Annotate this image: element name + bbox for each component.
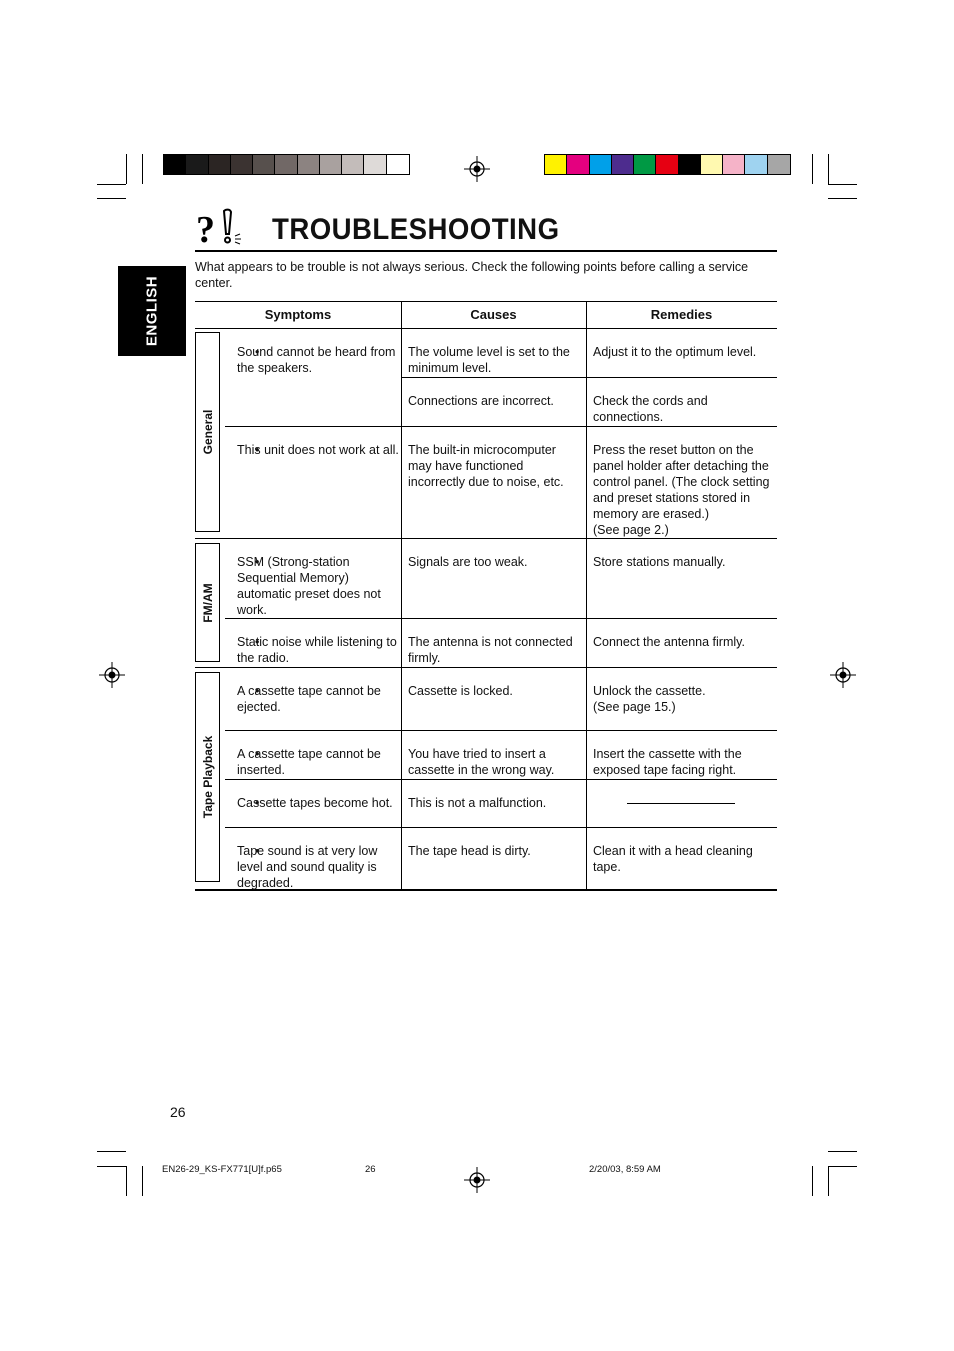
- crop-mark: [97, 184, 126, 185]
- blank-remedy-line: [627, 803, 735, 804]
- calibration-swatch: [186, 155, 208, 174]
- table-rule: [586, 301, 587, 889]
- registration-mark-icon: [830, 662, 856, 688]
- cause-cell: Signals are too weak.: [408, 555, 528, 569]
- calibration-swatch: [164, 155, 186, 174]
- calibration-swatch: [567, 155, 589, 174]
- crop-mark: [142, 1166, 143, 1196]
- language-tab-label: ENGLISH: [143, 275, 161, 347]
- section-label-box: [195, 672, 220, 882]
- section-label-box: [195, 543, 220, 662]
- remedy-cell: Unlock the cassette. (See page 15.): [593, 684, 706, 714]
- question-exclamation-icon: [196, 208, 244, 246]
- crop-mark: [126, 1166, 127, 1196]
- crop-mark: [142, 154, 143, 184]
- remedy-cell: Adjust it to the optimum level.: [593, 345, 757, 359]
- calibration-swatch: [768, 155, 790, 174]
- section-label-box: [195, 332, 220, 532]
- registration-mark-icon: [464, 1167, 490, 1193]
- header-remedies: Remedies: [650, 307, 713, 322]
- intro-text: What appears to be trouble is not always serious. Check the following points before calling a service center.: [195, 260, 749, 290]
- cause-cell: You have tried to insert a cassette in the wrong way.: [408, 747, 555, 777]
- calibration-swatch: [364, 155, 386, 174]
- calibration-swatch: [387, 155, 409, 174]
- remedy-cell: Store stations manually.: [593, 555, 726, 569]
- cause-cell: Connections are incorrect.: [408, 394, 554, 408]
- calibration-swatch: [298, 155, 320, 174]
- crop-mark: [828, 184, 857, 185]
- crop-mark: [828, 1166, 857, 1167]
- symptom-cell: • Static noise while listening to the radio.: [225, 634, 401, 666]
- footer-file: EN26-29_KS-FX771[U]f.p65: [162, 1164, 282, 1175]
- crop-mark: [812, 154, 813, 184]
- crop-mark: [97, 1166, 126, 1167]
- calibration-swatch: [253, 155, 275, 174]
- cause-cell: The antenna is not connected firmly.: [408, 635, 573, 665]
- crop-mark: [126, 154, 127, 184]
- calibration-swatch: [275, 155, 297, 174]
- calibration-swatch: [745, 155, 767, 174]
- symptom-cell: • This unit does not work at all.: [225, 442, 401, 458]
- page-number: 26: [170, 1104, 186, 1120]
- table-rule: [195, 538, 777, 539]
- registration-mark-icon: [99, 662, 125, 688]
- symptom-cell: • SSM (Strong-station Sequential Memory) automatic preset does not work.: [225, 554, 401, 618]
- section-label: FM/AM: [200, 582, 215, 623]
- symptom-cell: • A cassette tape cannot be inserted.: [225, 746, 401, 778]
- crop-mark: [828, 154, 829, 184]
- calibration-swatch: [701, 155, 723, 174]
- calibration-swatch: [545, 155, 567, 174]
- section-label: Tape Playback: [200, 735, 215, 819]
- calibration-swatch: [634, 155, 656, 174]
- remedy-cell: Clean it with a head cleaning tape.: [593, 844, 753, 874]
- table-rule: [195, 328, 777, 329]
- footer-date: 2/20/03, 8:59 AM: [589, 1164, 661, 1175]
- calibration-swatch: [320, 155, 342, 174]
- title-underline: [195, 250, 777, 252]
- table-rule: [401, 377, 777, 378]
- table-rule: [225, 426, 777, 427]
- header-causes: Causes: [470, 307, 517, 322]
- svg-text:?: ?: [196, 209, 215, 246]
- table-rule: [225, 618, 777, 619]
- cause-cell: This is not a malfunction.: [408, 796, 547, 810]
- cause-cell: The built-in microcomputer may have functioned incorrectly due to noise, etc.: [408, 443, 564, 489]
- remedy-cell: Press the reset button on the panel holder after detaching the control panel. (The clock setting and preset stations stored in memory are erased.) (See page 2.): [593, 443, 770, 537]
- color-calibration-bar: [544, 154, 791, 175]
- header-symptoms: Symptoms: [264, 307, 332, 322]
- registration-mark-icon: [464, 156, 490, 182]
- cause-cell: Cassette is locked.: [408, 684, 513, 698]
- remedy-cell: Connect the antenna firmly.: [593, 635, 745, 649]
- grayscale-calibration-bar: [163, 154, 410, 175]
- crop-mark: [97, 1151, 126, 1152]
- table-rule: [401, 301, 402, 889]
- crop-mark: [828, 198, 857, 199]
- crop-mark: [97, 198, 126, 199]
- crop-mark: [812, 1166, 813, 1196]
- calibration-swatch: [612, 155, 634, 174]
- table-rule: [225, 779, 777, 780]
- symptom-cell: • Cassette tapes become hot.: [225, 795, 401, 811]
- section-label: General: [200, 409, 215, 455]
- remedy-cell: Check the cords and connections.: [593, 394, 708, 424]
- symptom-cell: • Tape sound is at very low level and sound quality is degraded.: [225, 843, 401, 891]
- page-title: TROUBLESHOOTING: [272, 213, 560, 246]
- table-rule: [225, 827, 777, 828]
- calibration-swatch: [723, 155, 745, 174]
- calibration-swatch: [656, 155, 678, 174]
- crop-mark: [828, 1166, 829, 1196]
- symptom-cell: • A cassette tape cannot be ejected.: [225, 683, 401, 715]
- cause-cell: The tape head is dirty.: [408, 844, 531, 858]
- calibration-swatch: [231, 155, 253, 174]
- cause-cell: The volume level is set to the minimum level.: [408, 345, 570, 375]
- calibration-swatch: [679, 155, 701, 174]
- footer-page: 26: [365, 1164, 376, 1175]
- calibration-swatch: [209, 155, 231, 174]
- troubleshooting-table: [195, 301, 777, 891]
- remedy-cell: Insert the cassette with the exposed tape facing right.: [593, 747, 742, 777]
- symptom-cell: • Sound cannot be heard from the speakers.: [225, 344, 401, 376]
- language-tab: [118, 266, 186, 356]
- table-rule: [225, 730, 777, 731]
- table-rule: [195, 667, 777, 668]
- calibration-swatch: [590, 155, 612, 174]
- table-rule: [195, 301, 777, 302]
- calibration-swatch: [342, 155, 364, 174]
- crop-mark: [828, 1151, 857, 1152]
